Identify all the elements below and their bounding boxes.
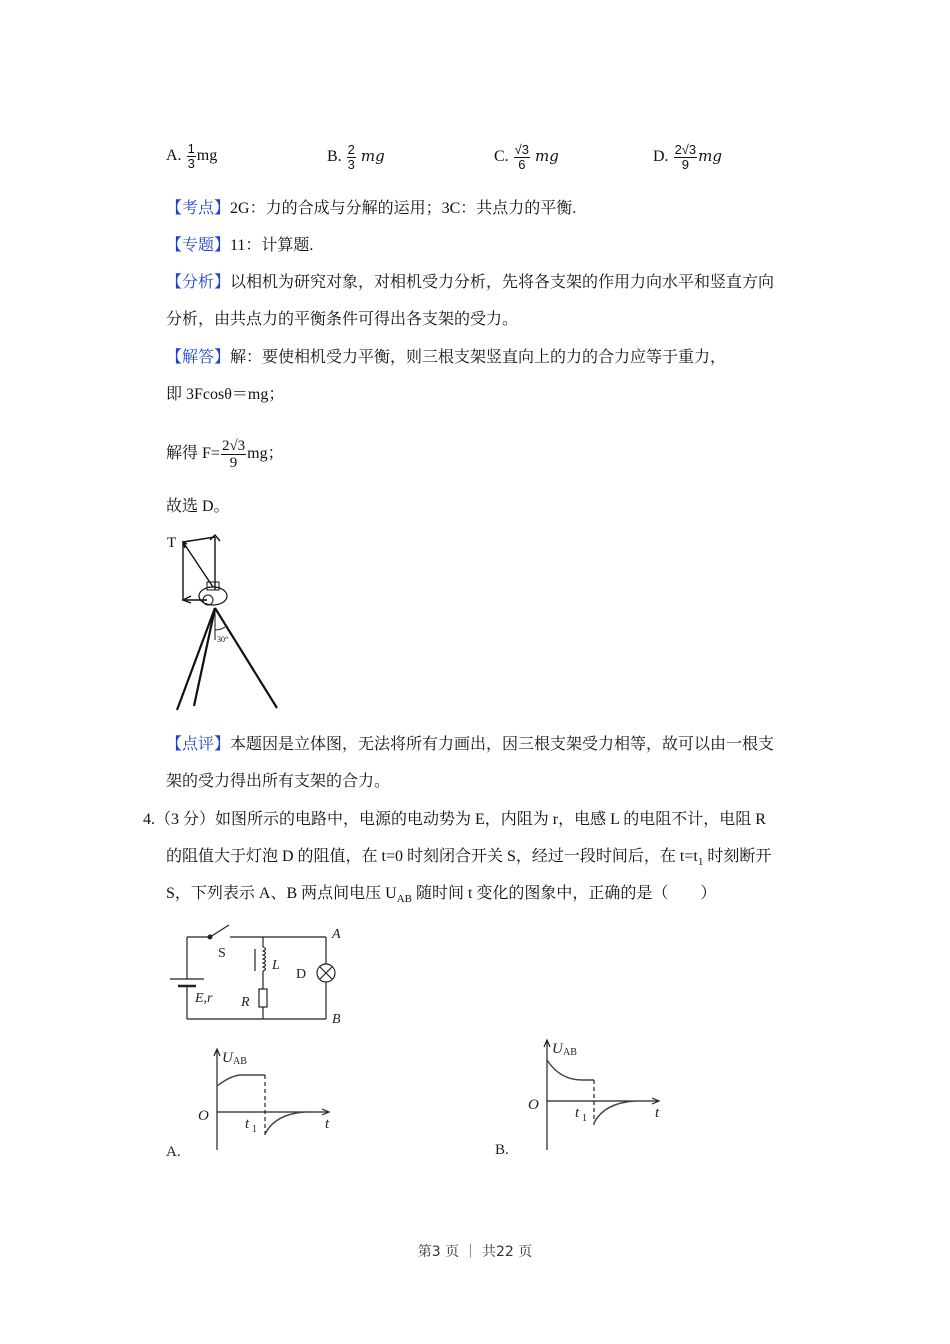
option-d [653,140,722,173]
lamp-label: D [296,967,307,982]
kaodian-section [166,199,576,219]
fenxi-line-1 [166,273,774,293]
fenxi-line-2: 分析，由共点力的平衡条件可得出各支架的受力。 [166,311,519,328]
graph-letter: A. [166,1144,181,1160]
y-axis-subscript: AB [233,1056,247,1067]
graph-option-a [160,1040,350,1165]
angle-label: 30° [217,635,229,644]
tension-label-t: T [167,535,177,551]
zhuanti-section [166,236,313,256]
fraction: $\frac{2}{3}$ [347,141,355,172]
subscript: AB [396,893,412,906]
origin-label: O [528,1097,539,1113]
option-unit: mg [196,147,218,164]
origin-label: O [198,1108,209,1124]
jieda-tag: 【解答】 [166,349,231,366]
option-c [494,140,559,173]
option-unit: mg [360,147,385,165]
option-unit: mg [698,147,722,165]
option-letter: C. [494,148,509,165]
graph-option-b [490,1035,680,1165]
fraction: $\frac{2√3}{9}$ [674,141,697,172]
option-letter: D. [653,148,669,165]
option-b [327,140,385,173]
node-a-label: A [332,927,341,942]
jieda-line-4: 故选 D。 [166,498,230,515]
circuit-diagram [160,920,360,1030]
q4-text: 时刻断开 [703,848,772,865]
jieda-line-1 [166,348,726,368]
dianping-line-2: 架的受力得出所有支架的合力。 [166,773,391,790]
inductor-label: L [272,958,280,973]
switch-label: S [218,946,226,961]
graph-letter: B. [495,1142,509,1158]
y-axis-subscript: AB [563,1047,577,1058]
option-letter: A. [166,147,182,164]
jieda-text: 解：要使相机受力平衡，则三根支架竖直向上的力的合力应等于重力， [230,349,727,366]
fraction: $\frac{2√3}{9}$ [221,437,246,471]
q4-text: 的阻值大于灯泡 D 的阻值，在 t=0 时刻闭合开关 S，经过一段时间后，在 t=t [166,848,698,865]
equation-prefix: 解得 F= [166,445,220,462]
fraction: $\frac{1}{3}$ [187,140,195,171]
q4-text: S，下列表示 A、B 两点间电压 U [166,885,397,902]
x-axis-label: t [325,1116,330,1132]
q4-line-1: 4.（3 分）如图所示的电路中，电源的电动势为 E，内阻为 r，电感 L 的电阻不计，电阻 R [143,811,766,828]
jieda-line-2: 即 3Fcosθ＝mg； [166,386,285,403]
node-b-label: B [332,1012,341,1027]
tripod-force-figure [163,532,288,717]
t1-subscript: 1 [252,1124,257,1135]
fenxi-tag: 【分析】 [166,274,231,291]
t1-label: t [245,1116,250,1132]
x-axis-label: t [655,1105,660,1121]
option-letter: B. [327,148,342,165]
resistor-label: R [241,995,250,1010]
tripod-camera-illustration [163,532,288,717]
fenxi-text: 以相机为研究对象，对相机受力分析，先将各支架的作用力向水平和竖直方向 [230,274,775,291]
page-footer: 第3 页 ｜ 共22 页 [417,1244,533,1260]
q4-text: 随时间 t 变化的图象中，正确的是（ ） [411,885,717,902]
t1-subscript: 1 [582,1113,587,1124]
subscript: 1 [697,856,704,869]
fraction: $\frac{√3}{6}$ [514,141,530,172]
zhuanti-tag: 【专题】 [166,237,231,254]
t1-label: t [575,1105,580,1121]
dianping-text: 本题因是立体图，无法将所有力画出，因三根支架受力相等，故可以由一根支 [230,736,775,753]
option-unit: mg [535,147,559,165]
dianping-line-1 [166,735,774,755]
equation-suffix: mg； [247,445,284,462]
dianping-tag: 【点评】 [166,736,231,753]
kaodian-tag: 【考点】 [166,200,231,217]
option-a [166,140,217,172]
y-axis-label: U [552,1041,563,1057]
y-axis-label: U [222,1050,233,1066]
q4-line-2 [166,847,771,872]
kaodian-text: 2G：力的合成与分解的运用；3C：共点力的平衡. [230,200,577,217]
zhuanti-text: 11：计算题. [230,237,314,254]
q4-line-3 [166,884,716,909]
battery-label: E,r [195,991,213,1006]
jieda-line-3 [166,436,284,472]
